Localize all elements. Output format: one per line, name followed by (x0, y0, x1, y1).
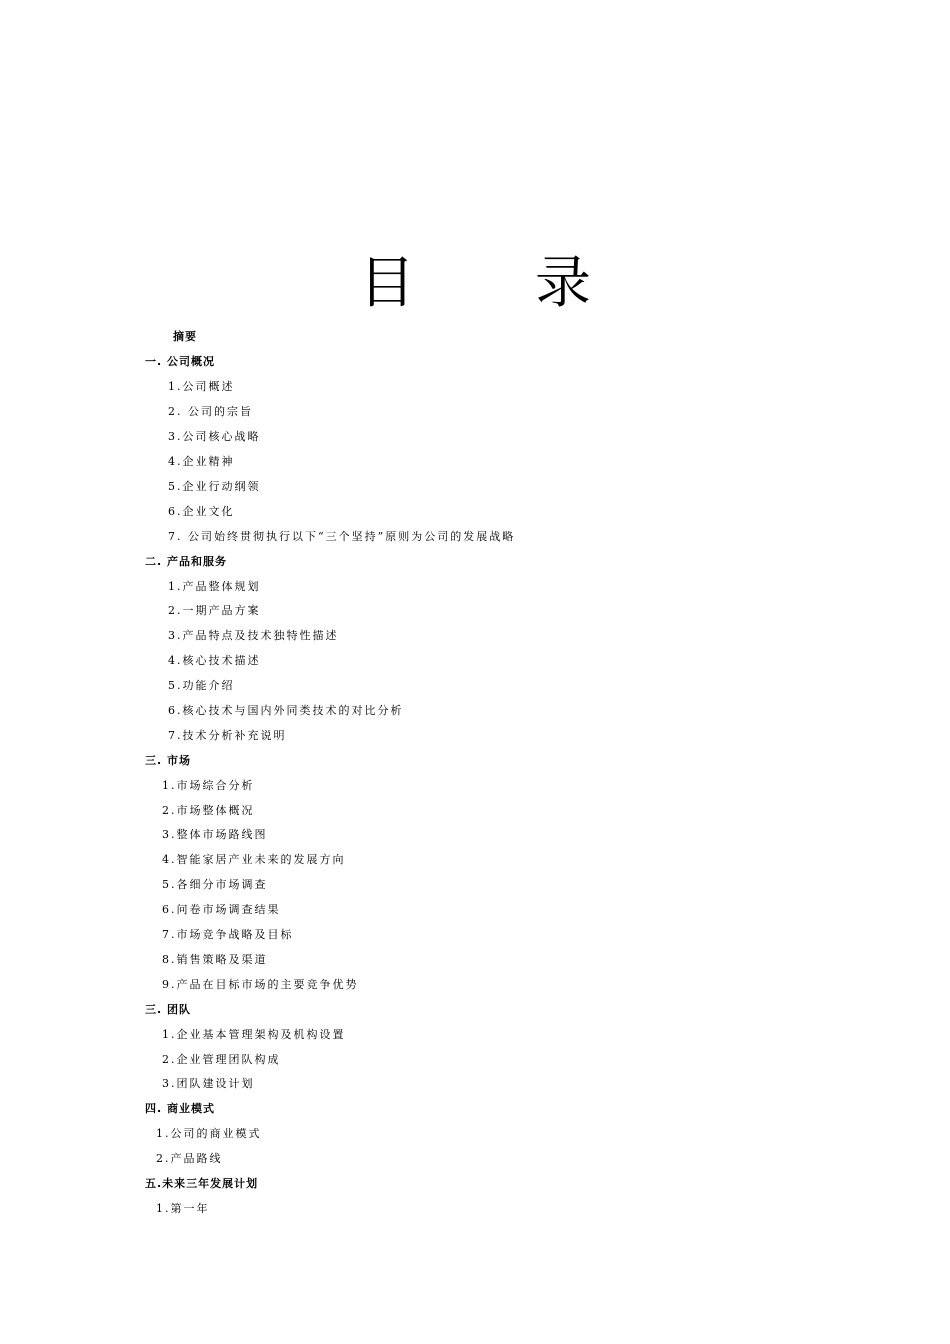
toc-item[interactable]: 1.公司概述 (168, 380, 235, 393)
toc-item[interactable]: 4.核心技术描述 (168, 654, 261, 667)
toc-item[interactable]: 1.第一年 (156, 1202, 210, 1215)
toc-item[interactable]: 8.销售策略及渠道 (162, 953, 268, 966)
title-char-2: 录 (535, 251, 591, 316)
toc-section[interactable]: 二. 产品和服务 (145, 555, 228, 568)
toc-item[interactable]: 2.企业管理团队构成 (162, 1053, 281, 1066)
toc-section[interactable]: 四. 商业模式 (145, 1102, 216, 1115)
toc-item[interactable]: 2.市场整体概况 (162, 804, 255, 817)
toc-item[interactable]: 3.整体市场路线图 (162, 828, 268, 841)
toc-item[interactable]: 1.市场综合分析 (162, 779, 255, 792)
toc-item[interactable]: 3.团队建设计划 (162, 1077, 255, 1090)
toc-section[interactable]: 三. 团队 (145, 1003, 192, 1016)
toc-item[interactable]: 4.企业精神 (168, 455, 235, 468)
toc-item[interactable]: 6.核心技术与国内外同类技术的对比分析 (168, 704, 404, 717)
toc-item[interactable]: 1.产品整体规划 (168, 580, 261, 593)
toc-item[interactable]: 2.产品路线 (156, 1152, 223, 1165)
toc-item[interactable]: 1.公司的商业模式 (156, 1127, 262, 1140)
toc-item[interactable]: 7.技术分析补充说明 (168, 729, 287, 742)
toc-item[interactable]: 4.智能家居产业未来的发展方向 (162, 853, 346, 866)
toc-item[interactable]: 7. 公司始终贯彻执行以下“三个坚持”原则为公司的发展战略 (168, 530, 516, 543)
page-title (0, 248, 950, 320)
toc-item[interactable]: 7.市场竞争战略及目标 (162, 928, 294, 941)
toc-section[interactable]: 三. 市场 (145, 754, 192, 767)
title-char-1: 目 (359, 251, 415, 316)
toc-section[interactable]: 五.未来三年发展计划 (145, 1177, 259, 1190)
toc-item[interactable]: 5.各细分市场调查 (162, 878, 268, 891)
toc-item[interactable]: 6.问卷市场调查结果 (162, 903, 281, 916)
toc-section[interactable]: 一. 公司概况 (145, 355, 216, 368)
toc-item[interactable]: 9.产品在目标市场的主要竞争优势 (162, 978, 359, 991)
toc-item[interactable]: 5.功能介绍 (168, 679, 235, 692)
toc-item[interactable]: 6.企业文化 (168, 505, 235, 518)
toc-item[interactable]: 3.产品特点及技术独特性描述 (168, 629, 339, 642)
toc-item[interactable]: 3.公司核心战略 (168, 430, 261, 443)
toc-item[interactable]: 2. 公司的宗旨 (168, 405, 253, 418)
toc-item[interactable]: 1.企业基本管理架构及机构设置 (162, 1028, 346, 1041)
toc-section-abstract[interactable]: 摘要 (173, 330, 197, 343)
toc-item[interactable]: 2.一期产品方案 (168, 604, 261, 617)
toc-item[interactable]: 5.企业行动纲领 (168, 480, 261, 493)
